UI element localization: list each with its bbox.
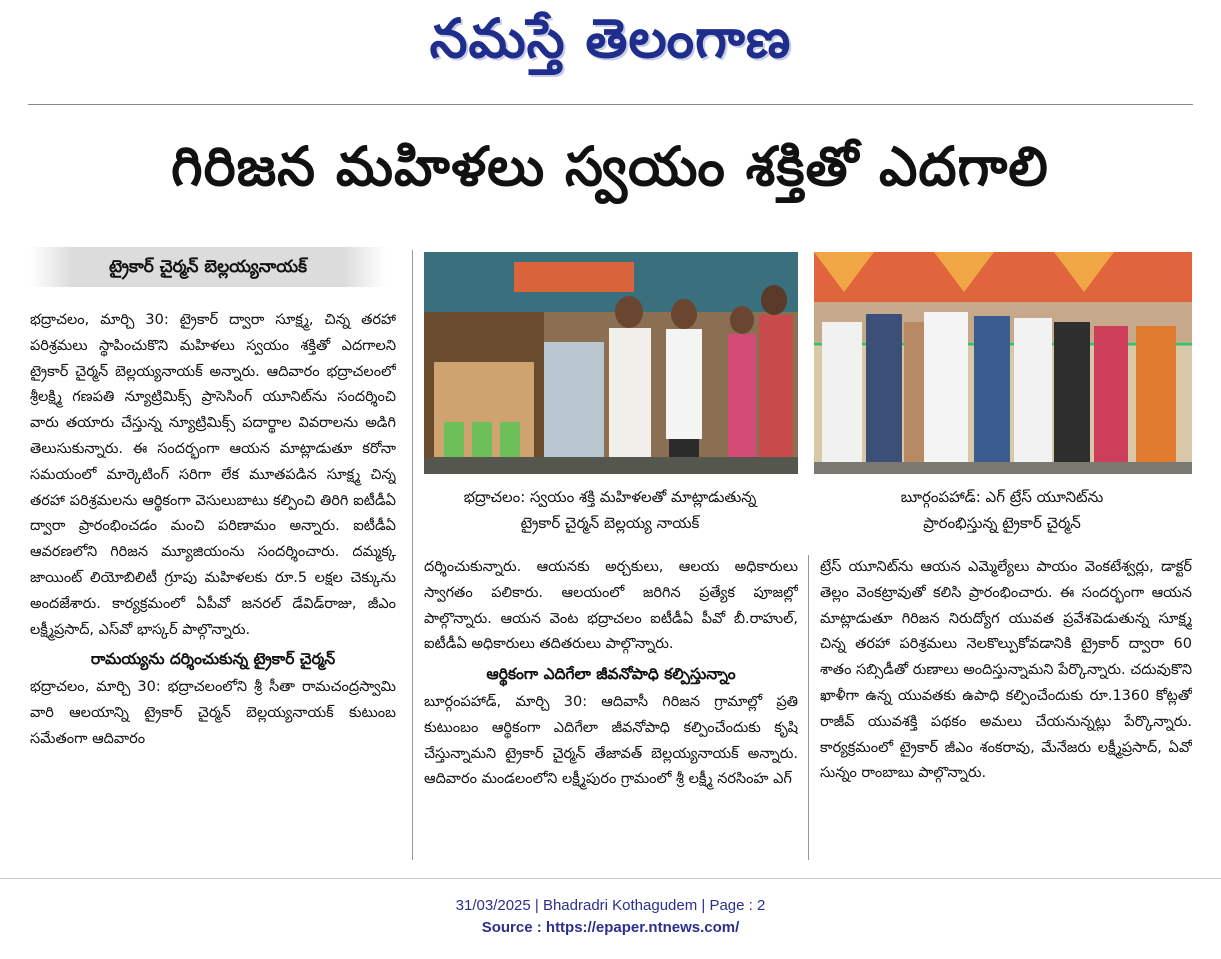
- article-column-2: [424, 555, 798, 860]
- article-column-3: [820, 555, 1192, 860]
- photo-bhadrachalam: [424, 252, 798, 474]
- footer-date-line: 31/03/2025 | Bhadradri Kothagudem | Page : 2: [455, 897, 766, 914]
- caption-line: ట్రైకార్ చైర్మన్ బెల్లయ్య నాయక్: [520, 514, 700, 532]
- article-column-1: [30, 308, 396, 858]
- photo-bhadrachalam-image: [424, 252, 798, 474]
- caption-line: ప్రారంభిస్తున్న ట్రైకార్ చైర్మన్: [923, 514, 1081, 532]
- column-2-subheading: ఆర్థికంగా ఎదిగేలా జీవనోపాధి కల్పిస్తున్నాం: [486, 665, 736, 684]
- column-3-paragraph-1: ట్రేస్ యూనిట్‌ను ఆయన ఎమ్మెల్యేలు పాయం వెంకటేశ్వర్లు, డాక్టర్ తెల్లం వెంకట్రావుతో కలిసి ప్రారంభించారు. ఈ సందర్భంగా ఆయన మాట్లాడుతూ గిరిజన నిరుద్యోగ యువత ప్రవేశపెడుతున్న సూక్ష్మ చిన్న తరహా పరిశ్రమలు నెలకొల్పుకోవడానికి ట్రైకార్ ద్వారా 60 శాతం సబ్సిడీతో రుణాలు అందిస్తున్నామని పేర్కొన్నారు. చదువుకొని ఖాళీగా ఉన్న యువతకు ఉపాధి కల్పించేందుకు రూ.1360 కోట్లతో రాజీవ్ యువశక్తి పథకం అమలు చేయనున్నట్లు పేర్కొన్నారు. కార్యక్రమంలో ట్రైకార్ జీఎం శంకరావు, మేనేజరు లక్ష్మీప్రసాద్, ఏవో సున్నం రాంబాబు పాల్గొన్నారు.: [820, 559, 1192, 782]
- caption-line: బూర్గంపహాడ్: ఎగ్ ట్రేస్ యూనిట్‌ను: [900, 488, 1104, 506]
- page-footer: [0, 895, 1221, 939]
- column-divider: [412, 250, 413, 860]
- column-1-subheading: రామయ్యను దర్శించుకున్న ట్రైకార్ చైర్మన్: [90, 650, 336, 669]
- top-divider: [28, 104, 1193, 105]
- caption-line: భద్రాచలం: స్వయం శక్తి మహిళలతో మాట్లాడుతున్న: [463, 488, 757, 506]
- article-kicker: ట్రైకార్ చైర్మన్ బెల్లయ్యనాయక్: [30, 247, 386, 287]
- photo-burgampahad-caption: [810, 484, 1194, 536]
- column-divider: [808, 555, 809, 860]
- photo-burgampahad-image: [814, 252, 1192, 474]
- photo-bhadrachalam-caption: [414, 484, 806, 536]
- masthead-logo: నమస్తే తెలంగాణ: [429, 6, 792, 70]
- masthead: [0, 0, 1221, 100]
- footer-source-line: Source : https://epaper.ntnews.com/: [481, 919, 740, 936]
- article-headline: గిరిజన మహిళలు స్వయం శక్తితో ఎదగాలి: [171, 135, 1049, 198]
- column-2-paragraph-2: బూర్గంపహాడ్, మార్చి 30: ఆదివాసీ గిరిజన గ్రామాల్లో ప్రతి కుటుంబం ఆర్థికంగా ఎదిగేలా జీవనోపాధి కల్పించేందుకు కృషి చేస్తున్నామని ట్రైకార్ చైర్మన్ తేజావత్ బెల్లయ్యనాయక్ అన్నారు. ఆదివారం మండలంలోని లక్ష్మీపురం గ్రామంలో శ్రీ లక్ష్మీ నరసింహ ఎగ్: [424, 693, 798, 788]
- column-2-paragraph-1: దర్శించుకున్నారు. ఆయనకు అర్చకులు, ఆలయ అధికారులు స్వాగతం పలికారు. ఆలయంలో జరిగిన ప్రత్యేక పూజల్లో పాల్గొన్నారు. ఆయన వెంట భద్రాచలం ఐటీడీఏ పీవో బీ.రాహుల్, ఐటీడీఏ అధికారులు తదితరులు పాల్గొన్నారు.: [424, 559, 798, 653]
- bottom-divider: [0, 878, 1221, 879]
- photo-burgampahad: [814, 252, 1192, 474]
- column-1-paragraph-2: భద్రాచలం, మార్చి 30: భద్రాచలంలోని శ్రీ సీతా రామచంద్రస్వామి వారి ఆలయాన్ని ట్రైకార్ చైర్మన్ బెల్లయ్యనాయక్ కుటుంబ సమేతంగా ఆదివారం: [30, 679, 396, 747]
- column-1-paragraph-1: భద్రాచలం, మార్చి 30: ట్రైకార్ ద్వారా సూక్ష్మ, చిన్న తరహా పరిశ్రమలు స్థాపించుకొని మహిళలు స్వయం శక్తితో ఎదగాలని ట్రైకార్ చైర్మన్ బెల్లయ్యనాయక్ అన్నారు. ఆదివారం భద్రాచలంలో శ్రీలక్ష్మి గణపతి న్యూట్రిమిక్స్ ప్రాసెసింగ్ యూనిట్‌ను సందర్శించి వారు తయారు చేస్తున్న న్యూట్రిమిక్స్ పదార్థాల వివరాలను అడిగి తెలుసుకున్నారు. ఈ సందర్భంగా ఆయన మాట్లాడుతూ కరోనా సమయంలో మార్కెటింగ్ సరిగా లేక మూతపడిన సూక్ష్మ చిన్న తరహా పరిశ్రమలను ఆర్థికంగా వెసులుబాటు కల్పించి తిరిగి ఐటీడీఏ ద్వారా ప్రారంభించడం మంచి పరిణామం అన్నారు. ఐటీడీఏ ఆవరణలోని గిరిజన మ్యూజియంను సందర్శించారు. దమ్మక్క జాయింట్ లియోబిలిటీ గ్రూపు మహిళలకు రూ.5 లక్షల చెక్కును అందజేశారు. కార్యక్రమంలో ఏపీవో జనరల్ డేవిడ్‌రాజు, జీఎం లక్ష్మీప్రసాద్, ఎస్‌వో భాస్కర్ పాల్గొన్నారు.: [30, 312, 396, 638]
